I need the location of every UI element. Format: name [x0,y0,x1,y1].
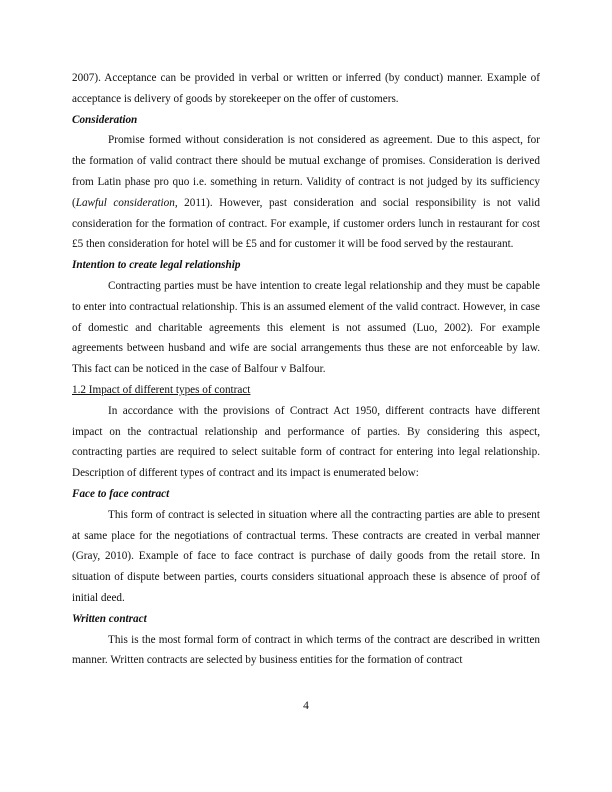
page-number: 4 [303,700,309,712]
paragraph-intention: Contracting parties must be have intention to create legal relationship and they must be capable to enter into contractual relationship. This is an assumed element of the valid contract. However, in case of domestic and charitable agreements this element is not assumed (Luo, 2002). For example agreements between husband and wife are social arrangements thus these are not enforceable by law. This fact can be noticed in the case of Balfour v Balfour. [72,279,540,376]
heading-face-to-face-contract: Face to face contract [72,487,170,500]
heading-consideration: Consideration [72,113,138,126]
citation-lawful-consideration: Lawful consideration, [75,196,178,209]
paragraph-consideration [72,130,540,255]
paragraph-impact: In accordance with the provisions of Contract Act 1950, different contracts have different impact on the contractual relationship and performance of parties. By considering this aspect, contracting parties are required to select suitable form of contract for entering into legal relationship. Description of different types of contract and its impact is enumerated below: [72,404,540,480]
paragraph-consideration-part-2: 2011). However, past consideration and social responsibility is not valid consideration for the formation of contract. For example, if customer orders lunch in restaurant for cost £5 then consideration for hotel will be £5 and for customer it will be food served by the restaurant. [72,196,540,251]
heading-written-contract: Written contract [72,612,147,625]
paragraph-written-contract: This is the most formal form of contract in which terms of the contract are described in written manner. Written contracts are selected by business entities for the formation of contract [72,633,540,667]
heading-intention-legal-relationship: Intention to create legal relationship [72,259,241,272]
paragraph-acceptance-end: 2007). Acceptance can be provided in verbal or written or inferred (by conduct) manner. Example of acceptance is delivery of goods by storekeeper on the offer of customers. [72,72,540,105]
paragraph-consideration-part-1: Promise formed without consideration is not considered as agreement. Due to this aspect, for the formation of valid contract there should be mutual exchange of promises. Consideration is derived from Latin phase pro quo i.e. something in return. Validity of contract is not judged by its sufficiency ( [72,134,540,209]
heading-impact-of-contracts: 1.2 Impact of different types of contract [72,383,251,396]
paragraph-face-to-face: This form of contract is selected in situation where all the contracting parties are able to present at same place for the negotiations of contractual terms. These contracts are created in verbal manner (Gray, 2010). Example of face to face contract is purchase of daily goods from the retail store. In situation of dispute between parties, courts considers situational approach these is absence of proof of initial deed. [72,508,540,604]
document-page [72,68,540,671]
